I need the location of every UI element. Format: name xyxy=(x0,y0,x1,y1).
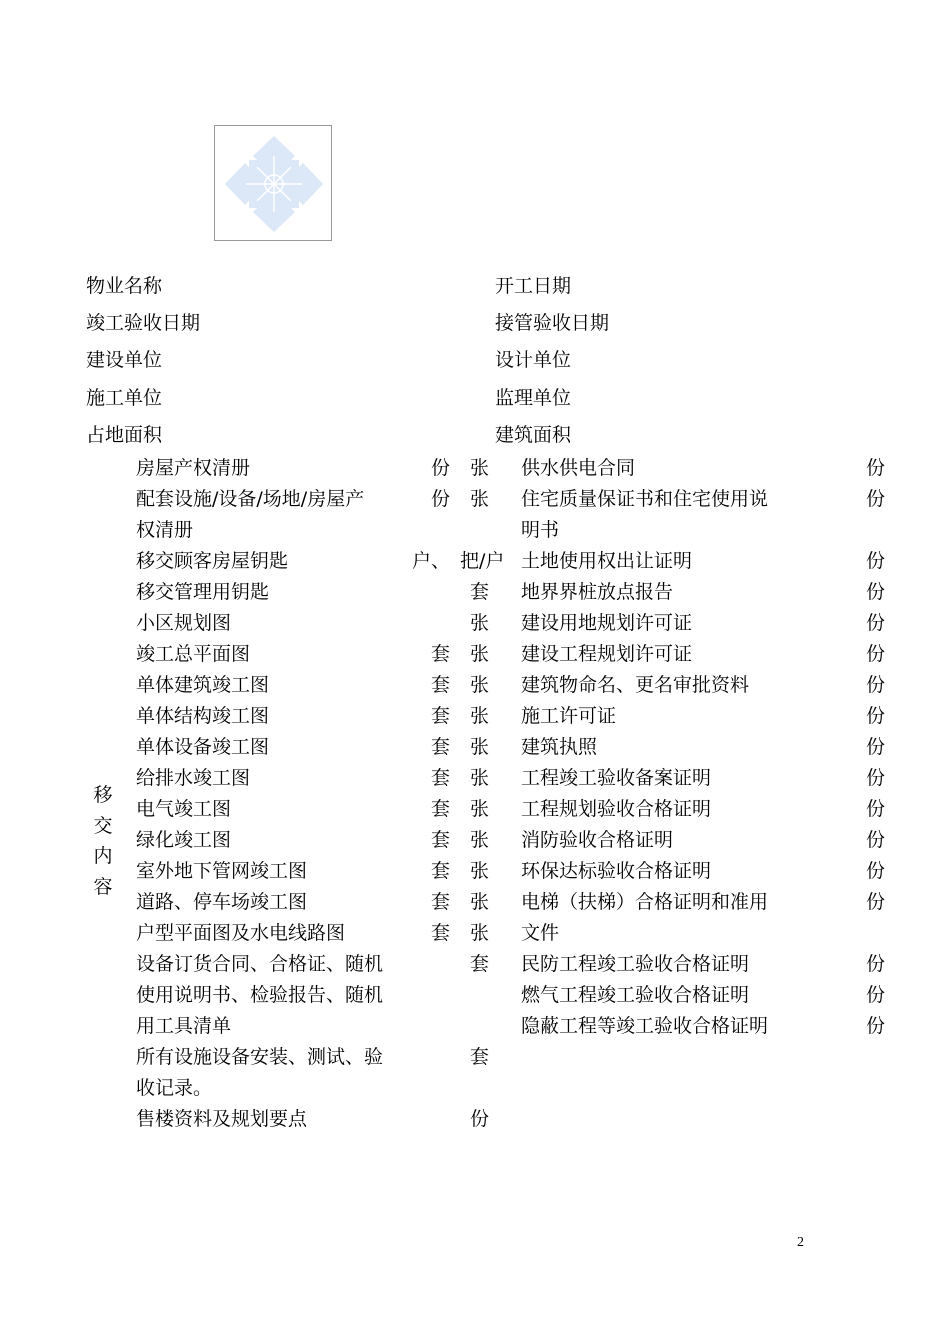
right-item-unit: 份 xyxy=(866,705,886,727)
left-item-text: 给排水竣工图 xyxy=(136,767,251,789)
left-item-unit-a: 份 xyxy=(430,488,450,510)
header-field-label: 竣工验收日期 xyxy=(86,312,201,334)
right-item-text: 明书 xyxy=(521,519,560,541)
header-field-label: 开工日期 xyxy=(495,275,572,297)
left-item-text: 绿化竣工图 xyxy=(136,829,232,851)
right-item-unit: 份 xyxy=(866,798,886,820)
left-item-unit-a: 套 xyxy=(430,736,450,758)
right-item-text: 建设用地规划许可证 xyxy=(521,612,693,634)
left-item-unit-a: 套 xyxy=(430,674,450,696)
right-item-text: 建筑执照 xyxy=(521,736,598,758)
right-item-unit: 份 xyxy=(866,1015,886,1037)
right-item-unit: 份 xyxy=(866,953,886,975)
left-item-text: 售楼资料及规划要点 xyxy=(136,1108,308,1130)
header-field-label: 接管验收日期 xyxy=(495,312,610,334)
company-logo xyxy=(214,125,332,241)
right-item-unit: 份 xyxy=(866,891,886,913)
right-item-unit: 份 xyxy=(866,984,886,1006)
right-item-unit: 份 xyxy=(866,581,886,603)
right-item-text: 土地使用权出让证明 xyxy=(521,550,693,572)
left-item-unit-a: 套 xyxy=(430,705,450,727)
right-item-unit: 份 xyxy=(866,550,886,572)
section-label-char: 交 xyxy=(93,814,113,837)
right-item-text: 建设工程规划许可证 xyxy=(521,643,693,665)
left-item-unit-b: 张 xyxy=(470,891,490,913)
header-field-label: 占地面积 xyxy=(86,424,163,446)
right-item-text: 建筑物命名、更名审批资料 xyxy=(521,674,750,696)
left-item-text: 收记录。 xyxy=(136,1077,213,1099)
left-item-unit-a: 套 xyxy=(430,860,450,882)
right-item-unit: 份 xyxy=(866,643,886,665)
right-item-unit: 份 xyxy=(866,488,886,510)
left-item-unit-b: 套 xyxy=(470,1046,490,1068)
left-item-text: 室外地下管网竣工图 xyxy=(136,860,308,882)
right-item-unit: 份 xyxy=(866,860,886,882)
left-item-text: 小区规划图 xyxy=(136,612,232,634)
left-item-unit-b: 份 xyxy=(470,1108,490,1130)
left-item-text: 移交管理用钥匙 xyxy=(136,581,270,603)
left-item-text: 使用说明书、检验报告、随机 xyxy=(136,984,384,1006)
left-item-unit-a: 套 xyxy=(430,922,450,944)
left-item-unit-a: 份 xyxy=(430,457,450,479)
left-item-text: 设备订货合同、合格证、随机 xyxy=(136,953,384,975)
right-item-text: 住宅质量保证书和住宅使用说 xyxy=(521,488,769,510)
right-item-unit: 份 xyxy=(866,736,886,758)
right-item-unit: 份 xyxy=(866,829,886,851)
header-field-label: 物业名称 xyxy=(86,275,163,297)
left-item-unit-b: 张 xyxy=(470,643,490,665)
left-item-unit-b: 张 xyxy=(470,488,490,510)
left-item-unit-b: 张 xyxy=(470,705,490,727)
right-item-text: 供水供电合同 xyxy=(521,457,636,479)
right-item-unit: 份 xyxy=(866,767,886,789)
right-item-text: 工程规划验收合格证明 xyxy=(521,798,712,820)
header-field-label: 施工单位 xyxy=(86,387,163,409)
right-item-text: 环保达标验收合格证明 xyxy=(521,860,712,882)
header-field-label: 建筑面积 xyxy=(495,424,572,446)
left-item-text: 单体设备竣工图 xyxy=(136,736,270,758)
left-item-unit-b: 张 xyxy=(470,829,490,851)
left-item-unit-a: 户、 xyxy=(411,550,450,572)
left-item-unit-a: 套 xyxy=(430,767,450,789)
right-item-unit: 份 xyxy=(866,457,886,479)
left-item-unit-b: 张 xyxy=(470,736,490,758)
header-field-label: 建设单位 xyxy=(86,349,163,371)
left-item-unit-b: 张 xyxy=(470,922,490,944)
right-item-text: 施工许可证 xyxy=(521,705,617,727)
left-item-text: 所有设施设备安装、测试、验 xyxy=(136,1046,384,1068)
right-item-text: 燃气工程竣工验收合格证明 xyxy=(521,984,750,1006)
right-item-text: 民防工程竣工验收合格证明 xyxy=(521,953,750,975)
left-item-unit-a: 套 xyxy=(430,798,450,820)
header-field-label: 设计单位 xyxy=(495,349,572,371)
left-item-unit-b: 张 xyxy=(470,798,490,820)
left-item-unit-b: 套 xyxy=(470,953,490,975)
left-item-text: 电气竣工图 xyxy=(136,798,232,820)
logo-emblem-icon xyxy=(215,126,333,242)
left-item-unit-b: 张 xyxy=(470,457,490,479)
page-number: 2 xyxy=(797,1235,804,1250)
left-item-unit-b: 张 xyxy=(470,612,490,634)
right-item-unit: 份 xyxy=(866,674,886,696)
left-item-text: 移交顾客房屋钥匙 xyxy=(136,550,289,572)
section-label-char: 内 xyxy=(93,845,113,867)
left-item-unit-b: 张 xyxy=(470,674,490,696)
left-item-text: 配套设施/设备/场地/房屋产 xyxy=(136,488,365,510)
left-item-unit-b: 张 xyxy=(470,860,490,882)
left-item-text: 单体结构竣工图 xyxy=(136,705,270,727)
left-item-unit-b: 张 xyxy=(470,767,490,789)
left-item-text: 道路、停车场竣工图 xyxy=(136,891,308,913)
left-item-text: 用工具清单 xyxy=(136,1015,232,1037)
header-field-label: 监理单位 xyxy=(495,387,572,409)
right-item-text: 工程竣工验收备案证明 xyxy=(521,767,712,789)
left-item-unit-a: 套 xyxy=(430,891,450,913)
section-label-char: 容 xyxy=(93,875,113,898)
right-item-text: 消防验收合格证明 xyxy=(521,829,674,851)
left-item-unit-b: 把/户 xyxy=(460,550,505,572)
right-item-text: 隐蔽工程等竣工验收合格证明 xyxy=(521,1015,769,1037)
right-item-text: 文件 xyxy=(521,922,560,944)
left-item-unit-a: 套 xyxy=(430,829,450,851)
left-item-text: 户型平面图及水电线路图 xyxy=(136,922,346,944)
right-item-text: 地界界桩放点报告 xyxy=(521,581,674,603)
right-item-unit: 份 xyxy=(866,612,886,634)
left-item-unit-a: 套 xyxy=(430,643,450,665)
section-label-char: 移 xyxy=(93,784,113,806)
right-item-text: 电梯（扶梯）合格证明和准用 xyxy=(521,891,769,913)
left-item-text: 房屋产权清册 xyxy=(136,457,251,479)
left-item-unit-b: 套 xyxy=(470,581,490,603)
left-item-text: 权清册 xyxy=(136,519,194,541)
left-item-text: 单体建筑竣工图 xyxy=(136,674,270,696)
left-item-text: 竣工总平面图 xyxy=(136,643,251,665)
